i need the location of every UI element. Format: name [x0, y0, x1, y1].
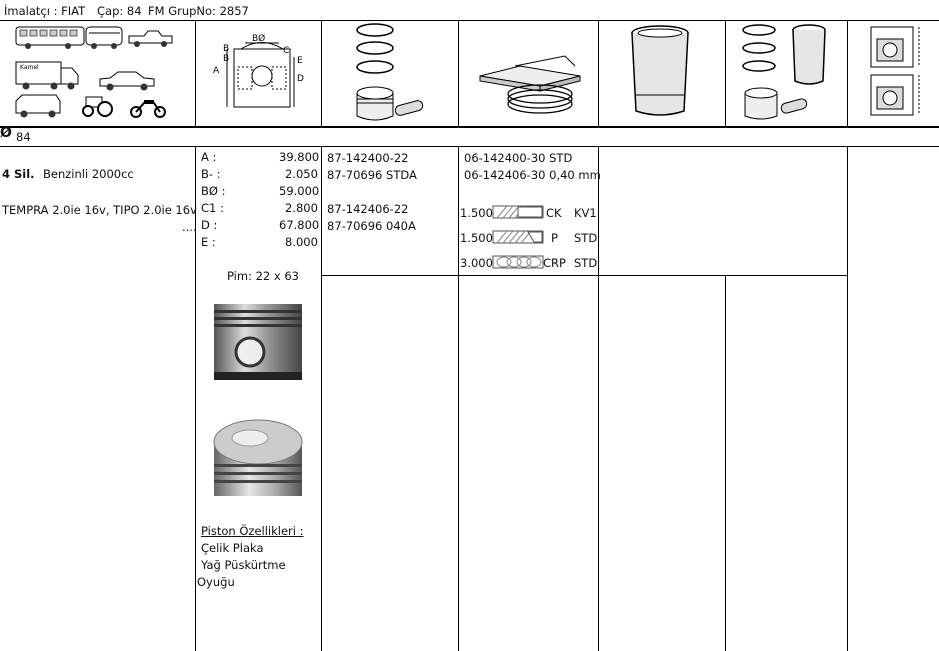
ring-type: CRP [543, 256, 566, 270]
scraper-ring-profile-icon [492, 229, 544, 245]
pin-size: Pim: 22 x 63 [227, 269, 299, 283]
piston-section-icon[interactable] [849, 21, 939, 125]
group-number-label: FM GrupNo: 2857 [148, 4, 249, 18]
ring-note: STD [574, 256, 598, 270]
cylinder-count: 4 Sil. [2, 167, 35, 181]
diameter-label: Çap: 84 [97, 4, 142, 18]
part-number[interactable]: 87-142406-22 [327, 202, 409, 216]
dim-value-a: 39.800 [279, 150, 320, 164]
dim-label-bo: BØ : [201, 184, 226, 198]
diameter-value: 84 [16, 130, 31, 144]
ring-width: 1.500 [460, 206, 493, 220]
svg-text:C: C [283, 46, 290, 56]
part-number[interactable]: 87-70696 STDA [327, 168, 417, 182]
ring-set-number[interactable]: 06-142400-30 STD [464, 151, 573, 165]
piston-photo-top [212, 412, 304, 498]
fuel-engine: Benzinli 2000cc [43, 167, 134, 181]
manufacturer-label: İmalatçı : FIAT [4, 4, 86, 18]
vehicles-icon[interactable] [4, 21, 194, 125]
dim-value-e: 8.000 [285, 235, 318, 249]
features-title[interactable]: Piston Özellikleri : [201, 524, 304, 538]
svg-text:BØ: BØ [252, 34, 266, 44]
svg-text:E: E [297, 56, 303, 66]
dim-label-c1: C1 : [201, 201, 224, 215]
ring-type: CK [546, 206, 562, 220]
ring-set-icon[interactable] [460, 21, 598, 125]
piston-dimension-diagram-icon[interactable] [197, 21, 321, 125]
piston-rings-pin-icon[interactable] [323, 21, 457, 125]
part-number[interactable]: 87-142400-22 [327, 151, 409, 165]
svg-text:Kamel: Kamel [20, 64, 39, 71]
dim-value-b: 2.050 [285, 167, 318, 181]
feature-item: Çelik Plaka [201, 541, 264, 555]
ring-note: STD [574, 231, 598, 245]
svg-text:A: A [213, 66, 220, 76]
ring-width: 3.000 [460, 256, 493, 270]
ring-note: KV1 [574, 206, 597, 220]
feature-item: Oyuğu [197, 575, 235, 589]
dim-value-bo: 59.000 [279, 184, 320, 198]
cylinder-liner-icon[interactable] [600, 21, 725, 125]
svg-text:B: B [223, 54, 230, 64]
ring-set-number[interactable]: 06-142406-30 0,40 mm [464, 168, 601, 182]
dim-label-e: E : [201, 235, 216, 249]
dim-value-d: 67.800 [279, 218, 320, 232]
compression-ring-profile-icon [492, 204, 544, 220]
svg-text:B: B [223, 44, 230, 54]
diameter-symbol: Ø [0, 125, 12, 141]
kit-icon[interactable] [727, 21, 847, 125]
svg-text:D: D [297, 74, 304, 84]
part-number[interactable]: 87-70696 040A [327, 219, 416, 233]
vehicle-models: TEMPRA 2.0ie 16v, TIPO 2.0ie 16v [2, 203, 197, 217]
piston-photo-side [212, 302, 304, 382]
dim-label-d: D : [201, 218, 218, 232]
ring-width: 1.500 [460, 231, 493, 245]
dim-label-b: B- : [201, 167, 221, 181]
more-indicator: .... [182, 220, 197, 234]
dim-value-c1: 2.800 [285, 201, 318, 215]
feature-item: Yağ Püskürtme [201, 558, 286, 572]
dim-label-a: A : [201, 150, 217, 164]
ring-type: P [551, 231, 558, 245]
oil-ring-profile-icon [492, 254, 544, 270]
